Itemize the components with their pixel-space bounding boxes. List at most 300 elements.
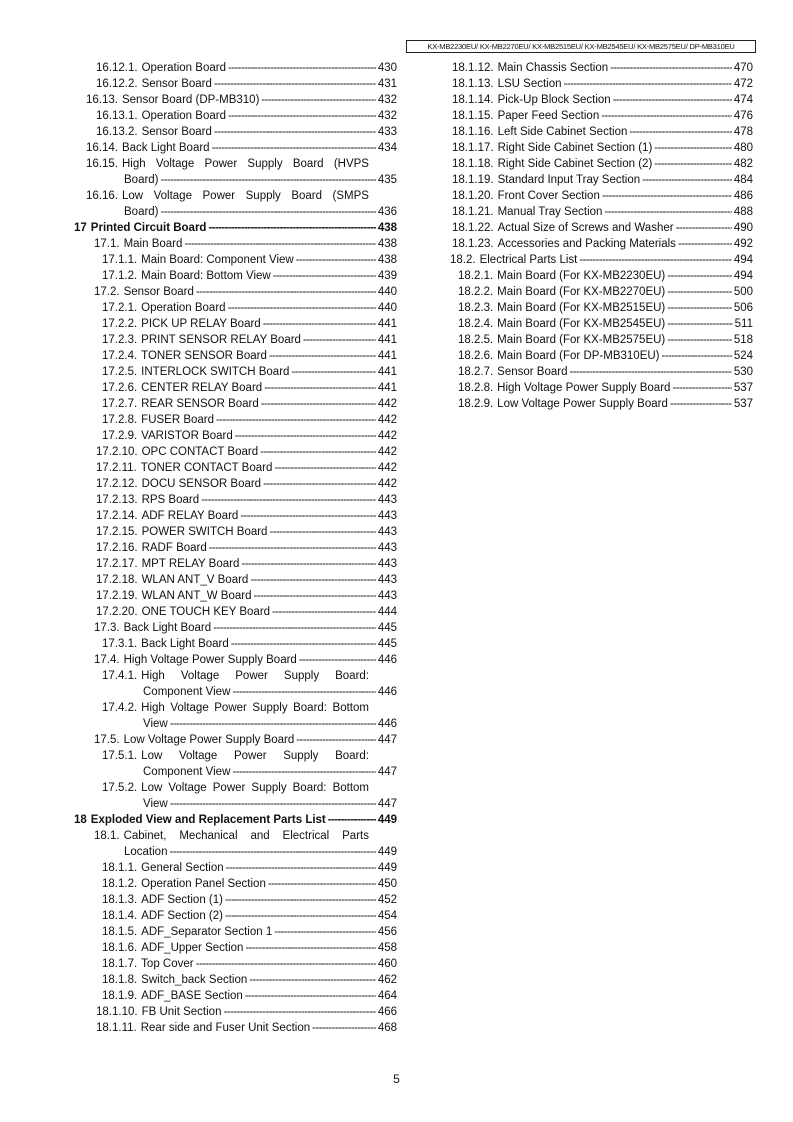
toc-entry-title: Main Board: Component View — [141, 254, 294, 266]
toc-entry[interactable] — [450, 316, 753, 332]
dot-leader — [296, 252, 376, 268]
toc-entry-page: 442 — [377, 414, 397, 426]
toc-entry[interactable] — [72, 220, 397, 236]
toc-entry-number: 18.2.7. — [458, 366, 494, 378]
toc-entry-number: 18.2.9. — [458, 398, 494, 410]
toc-entry-page: 438 — [377, 254, 397, 266]
toc-entry-title: ONE TOUCH KEY Board — [141, 606, 271, 618]
toc-entry[interactable] — [450, 220, 753, 236]
toc-entry-title: Low Voltage Power Supply Board — [497, 398, 668, 410]
toc-entry[interactable] — [72, 476, 397, 492]
toc-entry[interactable] — [450, 268, 753, 284]
dot-leader — [245, 940, 375, 956]
toc-entry-title: Main Board (For KX-MB2575EU) — [497, 334, 666, 346]
toc-entry-title: Low Voltage Power Supply Board (SMPS — [121, 190, 369, 202]
toc-entry[interactable] — [450, 108, 753, 124]
toc-entry[interactable] — [72, 140, 397, 156]
toc-entry[interactable] — [72, 156, 397, 188]
toc-entry[interactable] — [450, 188, 753, 204]
toc-entry[interactable] — [72, 668, 397, 700]
toc-entry-title: Manual Tray Section — [497, 206, 603, 218]
toc-entry-number: 18.1.7. — [102, 958, 138, 970]
toc-entry-title: LSU Section — [497, 78, 562, 90]
toc-entry-line — [72, 716, 397, 732]
toc-entry[interactable] — [72, 124, 397, 140]
toc-entry-line — [72, 188, 397, 204]
toc-entry-number: 18.1.5. — [102, 926, 138, 938]
toc-entry[interactable] — [450, 156, 753, 172]
toc-entry[interactable] — [450, 76, 753, 92]
toc-entry-title: ADF Section (2) — [141, 910, 223, 922]
dot-leader — [610, 60, 732, 76]
toc-entry-title: TONER SENSOR Board — [141, 350, 267, 362]
toc-entry[interactable] — [72, 412, 397, 428]
toc-entry-page: 506 — [733, 302, 753, 314]
dot-leader — [260, 444, 376, 460]
dot-leader — [170, 716, 376, 732]
toc-entry-title: Back Light Board — [121, 142, 210, 154]
toc-entry-page: 445 — [377, 622, 397, 634]
toc-entry-title: Cabinet, Mechanical and Electrical Parts — [123, 830, 369, 842]
toc-entry-title-continued: Component View — [143, 766, 231, 778]
toc-entry-number: 17.2.10. — [96, 446, 138, 458]
toc-entry-title: Top Cover — [141, 958, 194, 970]
toc-entry[interactable] — [72, 524, 397, 540]
toc-entry-page: 432 — [377, 110, 397, 122]
toc-entry-page: 464 — [377, 990, 397, 1002]
dot-leader — [208, 220, 375, 236]
dot-leader — [241, 556, 375, 572]
toc-entry-number: 18.2.3. — [458, 302, 494, 314]
toc-entry[interactable] — [72, 332, 397, 348]
dot-leader — [667, 284, 732, 300]
dot-leader — [212, 140, 376, 156]
toc-entry-title: REAR SENSOR Board — [141, 398, 259, 410]
toc-entry[interactable] — [450, 284, 753, 300]
toc-entry-number: 17.2.1. — [102, 302, 138, 314]
toc-entry-line — [72, 204, 397, 220]
toc-entry-title-continued: Board) — [124, 174, 159, 186]
toc-entry-number: 17.1. — [94, 238, 120, 250]
toc-entry[interactable] — [450, 124, 753, 140]
toc-entry-page: 460 — [377, 958, 397, 970]
toc-entry-line — [72, 700, 397, 716]
toc-entry-title: Accessories and Packing Materials — [497, 238, 676, 250]
toc-entry-page: 518 — [733, 334, 753, 346]
toc-entry-title: Sensor Board — [497, 366, 568, 378]
toc-entry[interactable] — [72, 956, 397, 972]
toc-entry-title: ADF_Separator Section 1 — [141, 926, 273, 938]
toc-entry-page: 443 — [377, 510, 397, 522]
toc-entry-page: 444 — [377, 606, 397, 618]
toc-entry-page: 436 — [377, 206, 397, 218]
toc-entry-title: Back Light Board — [141, 638, 229, 650]
toc-entry-title: Printed Circuit Board — [90, 222, 207, 234]
toc-entry-page: 438 — [377, 222, 397, 234]
toc-entry-line — [72, 780, 397, 796]
toc-entry-page: 449 — [377, 846, 397, 858]
toc-entry[interactable] — [72, 620, 397, 636]
toc-entry-number: 17.4. — [94, 654, 120, 666]
toc-entry-page: 478 — [733, 126, 753, 138]
toc-entry[interactable] — [450, 140, 753, 156]
toc-entry[interactable] — [72, 588, 397, 604]
toc-entry-page: 488 — [733, 206, 753, 218]
toc-entry-number: 18.2.8. — [458, 382, 494, 394]
toc-entry-page: 443 — [377, 526, 397, 538]
toc-entry[interactable] — [450, 364, 753, 380]
dot-leader — [312, 1020, 376, 1036]
toc-entry-number: 18.1.2. — [102, 878, 138, 890]
toc-entry-number: 17.1.1. — [102, 254, 138, 266]
toc-entry-page: 537 — [733, 382, 753, 394]
dot-leader — [263, 316, 376, 332]
toc-entry[interactable] — [72, 556, 397, 572]
toc-entry-title: VARISTOR Board — [141, 430, 233, 442]
toc-entry-line — [72, 156, 397, 172]
toc-entry[interactable] — [72, 108, 397, 124]
toc-entry-page: 434 — [377, 142, 397, 154]
toc-entry-title: Operation Board — [141, 302, 226, 314]
toc-entry-title: Sensor Board — [123, 286, 194, 298]
toc-entry-page: 440 — [377, 286, 397, 298]
toc-entry[interactable] — [450, 172, 753, 188]
toc-entry-page: 430 — [377, 62, 397, 74]
toc-entry[interactable] — [450, 300, 753, 316]
toc-entry[interactable] — [72, 92, 397, 108]
toc-entry-title: Main Board (For DP-MB310EU) — [497, 350, 660, 362]
toc-entry-number: 17.1.2. — [102, 270, 138, 282]
toc-entry[interactable] — [72, 1020, 397, 1036]
toc-entry-page: 537 — [733, 398, 753, 410]
toc-entry[interactable] — [72, 492, 397, 508]
toc-entry[interactable] — [72, 188, 397, 220]
toc-entry-title: INTERLOCK SWITCH Board — [141, 366, 290, 378]
toc-entry-number: 17.2.6. — [102, 382, 138, 394]
toc-entry-title-continued: Board) — [124, 206, 159, 218]
toc-entry-title: Main Board (For KX-MB2270EU) — [497, 286, 666, 298]
toc-entry[interactable] — [72, 908, 397, 924]
toc-entry-title: Sensor Board (DP-MB310) — [121, 94, 260, 106]
toc-entry[interactable] — [450, 348, 753, 364]
toc-entry[interactable] — [450, 332, 753, 348]
toc-entry-number: 18.2.5. — [458, 334, 494, 346]
dot-leader — [667, 300, 732, 316]
dot-leader — [161, 172, 376, 188]
toc-entry-number: 18.1.13. — [452, 78, 494, 90]
toc-entry-page: 443 — [377, 542, 397, 554]
toc-entry-page: 494 — [733, 270, 753, 282]
toc-entry-number: 17.2.14. — [96, 510, 138, 522]
toc-entry-number: 16.13. — [86, 94, 118, 106]
toc-entry-page: 511 — [734, 318, 753, 330]
toc-entry-number: 18.1.14. — [452, 94, 494, 106]
dot-leader — [170, 796, 376, 812]
toc-entry-number: 18.1.18. — [452, 158, 494, 170]
toc-entry[interactable] — [450, 92, 753, 108]
dot-leader — [274, 924, 376, 940]
toc-entry-number: 18.1.8. — [102, 974, 138, 986]
dot-leader — [604, 204, 731, 220]
dot-leader — [213, 620, 376, 636]
toc-entry-title: MPT RELAY Board — [141, 558, 240, 570]
toc-entry-title: TONER CONTACT Board — [140, 462, 273, 474]
toc-entry[interactable] — [72, 828, 397, 860]
toc-entry-title: Actual Size of Screws and Washer — [497, 222, 674, 234]
toc-entry[interactable] — [450, 396, 753, 412]
toc-entry[interactable] — [72, 572, 397, 588]
toc-entry-title: Operation Board — [141, 110, 226, 122]
toc-entry-title: Exploded View and Replacement Parts List — [90, 814, 326, 826]
toc-entry-number: 18.1.6. — [102, 942, 138, 954]
toc-entry-page: 449 — [377, 814, 397, 826]
dot-leader — [235, 428, 376, 444]
toc-entry[interactable] — [72, 348, 397, 364]
toc-entry[interactable] — [72, 444, 397, 460]
toc-entry-title: Low Voltage Power Supply Board: Bottom — [141, 782, 369, 794]
toc-entry-title: Electrical Parts List — [479, 254, 578, 266]
dot-leader — [225, 908, 376, 924]
toc-entry-title: Operation Board — [141, 62, 226, 74]
toc-entry-page: 480 — [733, 142, 753, 154]
toc-entry-title: Right Side Cabinet Section (1) — [497, 142, 653, 154]
toc-entry[interactable] — [72, 76, 397, 92]
dot-leader — [291, 364, 375, 380]
toc-entry[interactable] — [72, 300, 397, 316]
toc-entry-page: 443 — [377, 558, 397, 570]
toc-entry[interactable] — [72, 924, 397, 940]
toc-entry[interactable] — [72, 700, 397, 732]
dot-leader — [299, 652, 376, 668]
toc-entry[interactable] — [72, 604, 397, 620]
toc-entry-title: General Section — [141, 862, 224, 874]
toc-entry-number: 17.5.1. — [102, 750, 138, 762]
toc-entry[interactable] — [72, 380, 397, 396]
toc-entry-title: High Voltage Power Supply Board — [497, 382, 671, 394]
dot-leader — [570, 364, 732, 380]
toc-entry-title-continued: View — [143, 798, 168, 810]
toc-entry-title: PICK UP RELAY Board — [141, 318, 261, 330]
toc-entry-page: 433 — [377, 126, 397, 138]
toc-entry[interactable] — [72, 428, 397, 444]
toc-entry-page: 447 — [377, 766, 397, 778]
toc-entry[interactable] — [72, 364, 397, 380]
toc-entry[interactable] — [72, 316, 397, 332]
toc-entry-page: 484 — [733, 174, 753, 186]
dot-leader — [201, 492, 376, 508]
dot-leader — [228, 60, 376, 76]
toc-entry[interactable] — [72, 60, 397, 76]
toc-entry[interactable] — [72, 236, 397, 252]
toc-entry-page: 468 — [377, 1022, 397, 1034]
toc-entry[interactable] — [72, 252, 397, 268]
toc-entry-number: 17.2.13. — [96, 494, 138, 506]
toc-entry-page: 443 — [377, 590, 397, 602]
dot-leader — [642, 172, 732, 188]
toc-entry-page: 441 — [377, 382, 397, 394]
toc-entry[interactable] — [72, 540, 397, 556]
toc-entry-number: 17.5. — [94, 734, 120, 746]
toc-entry[interactable] — [72, 860, 397, 876]
toc-entry[interactable] — [72, 508, 397, 524]
toc-entry-page: 466 — [377, 1006, 397, 1018]
toc-entry-title: ADF_Upper Section — [141, 942, 244, 954]
toc-entry-page: 456 — [377, 926, 397, 938]
dot-leader — [564, 76, 732, 92]
toc-entry[interactable] — [72, 396, 397, 412]
dot-leader — [602, 188, 732, 204]
toc-entry-title: Right Side Cabinet Section (2) — [497, 158, 653, 170]
toc-entry[interactable] — [72, 876, 397, 892]
toc-entry-number: 18.1.20. — [452, 190, 494, 202]
toc-entry-number: 18.1.19. — [452, 174, 494, 186]
page-number: 5 — [393, 1072, 400, 1086]
dot-leader — [676, 220, 732, 236]
toc-entry-title: ADF_BASE Section — [141, 990, 243, 1002]
toc-entry[interactable] — [72, 460, 397, 476]
toc-entry-number: 17.3.1. — [102, 638, 138, 650]
toc-entry-page: 443 — [377, 494, 397, 506]
toc-entry-number: 17.2.7. — [102, 398, 138, 410]
toc-entry-title: Low Voltage Power Supply Board — [123, 734, 295, 746]
dot-leader — [231, 636, 376, 652]
toc-entry[interactable] — [450, 204, 753, 220]
toc-entry-line — [72, 844, 397, 860]
toc-entry-title: Main Chassis Section — [497, 62, 609, 74]
toc-entry-title: Sensor Board — [141, 126, 212, 138]
toc-entry-number: 18.1.10. — [96, 1006, 138, 1018]
toc-entry[interactable] — [72, 284, 397, 300]
toc-entry-page: 494 — [733, 254, 753, 266]
toc-entry[interactable] — [450, 252, 753, 268]
toc-entry-line — [72, 796, 397, 812]
dot-leader — [254, 588, 376, 604]
dot-leader — [269, 348, 376, 364]
toc-entry-number: 17.2.20. — [96, 606, 138, 618]
dot-leader — [263, 476, 376, 492]
toc-entry-number: 18.1.23. — [452, 238, 494, 250]
dot-leader — [261, 92, 375, 108]
dot-leader — [272, 604, 376, 620]
dot-leader — [328, 812, 376, 828]
dot-leader — [667, 316, 732, 332]
toc-entry-number: 18.1. — [94, 830, 120, 842]
toc-entry-number: 17.4.1. — [102, 670, 138, 682]
toc-entry-title: Rear side and Fuser Unit Section — [140, 1022, 311, 1034]
dot-leader — [654, 140, 732, 156]
toc-entry-number: 16.16. — [86, 190, 118, 202]
toc-entry-page: 435 — [377, 174, 397, 186]
toc-entry-title: Paper Feed Section — [497, 110, 600, 122]
toc-entry-number: 17.2.5. — [102, 366, 138, 378]
toc-entry-page: 440 — [377, 302, 397, 314]
toc-entry[interactable] — [72, 972, 397, 988]
toc-entry-page: 447 — [377, 798, 397, 810]
toc-entry-title: High Voltage Power Supply Board: Bottom — [141, 702, 369, 714]
toc-entry[interactable] — [72, 732, 397, 748]
toc-entry[interactable] — [72, 892, 397, 908]
toc-entry-page: 442 — [377, 478, 397, 490]
toc-entry[interactable] — [450, 380, 753, 396]
dot-leader — [667, 268, 732, 284]
dot-leader — [249, 972, 376, 988]
toc-entry[interactable] — [72, 748, 397, 780]
toc-entry[interactable] — [450, 60, 753, 76]
toc-entry-number: 17.5.2. — [102, 782, 138, 794]
toc-entry-number: 16.13.2. — [96, 126, 138, 138]
toc-entry[interactable] — [72, 268, 397, 284]
toc-entry-number: 16.13.1. — [96, 110, 138, 122]
toc-entry-title: Front Cover Section — [497, 190, 600, 202]
toc-entry[interactable] — [450, 236, 753, 252]
toc-entry-title-continued: View — [143, 718, 168, 730]
dot-leader — [169, 844, 375, 860]
dot-leader — [226, 860, 376, 876]
toc-entry[interactable] — [72, 652, 397, 668]
toc-entry-title: FUSER Board — [141, 414, 215, 426]
toc-entry-title: Switch_back Section — [141, 974, 248, 986]
toc-entry[interactable] — [72, 988, 397, 1004]
toc-entry[interactable] — [72, 940, 397, 956]
dot-leader — [196, 284, 376, 300]
toc-entry-number: 18.1.21. — [452, 206, 494, 218]
toc-entry[interactable] — [72, 636, 397, 652]
toc-entry-number: 18.1.11. — [96, 1022, 137, 1034]
toc-entry-page: 449 — [377, 862, 397, 874]
toc-entry-page: 476 — [733, 110, 753, 122]
toc-entry[interactable] — [72, 812, 397, 828]
toc-entry-page: 458 — [377, 942, 397, 954]
toc-entry-number: 17.2.18. — [96, 574, 138, 586]
toc-entry-title: Main Board (For KX-MB2230EU) — [497, 270, 666, 282]
toc-entry-line — [72, 764, 397, 780]
toc-entry-page: 442 — [377, 430, 397, 442]
toc-entry-title: Operation Panel Section — [141, 878, 266, 890]
dot-leader — [268, 876, 376, 892]
dot-leader — [662, 348, 732, 364]
toc-entry-title: ADF Section (1) — [141, 894, 223, 906]
toc-entry-title: POWER SWITCH Board — [141, 526, 268, 538]
toc-entry-title: Pick-Up Block Section — [497, 94, 611, 106]
toc-entry-page: 432 — [377, 94, 397, 106]
toc-entry-number: 16.12.2. — [96, 78, 138, 90]
toc-entry-page: 441 — [377, 334, 397, 346]
toc-entry-title: High Voltage Power Supply Board (HVPS — [121, 158, 369, 170]
toc-entry-number: 17.3. — [94, 622, 120, 634]
dot-leader — [240, 508, 376, 524]
toc-entry-number: 16.14. — [86, 142, 118, 154]
toc-entry-number: 18 — [74, 814, 87, 826]
dot-leader — [225, 892, 376, 908]
toc-entry-page: 443 — [377, 574, 397, 586]
toc-entry-number: 18.1.3. — [102, 894, 138, 906]
toc-entry-number: 18.2.6. — [458, 350, 494, 362]
dot-leader — [214, 124, 376, 140]
toc-entry-page: 442 — [377, 446, 397, 458]
toc-entry-line — [72, 828, 397, 844]
dot-leader — [667, 332, 732, 348]
toc-entry-page: 454 — [377, 910, 397, 922]
toc-entry-page: 431 — [377, 78, 397, 90]
toc-entry-number: 16.15. — [86, 158, 118, 170]
toc-entry-page: 442 — [377, 398, 397, 410]
dot-leader — [245, 988, 376, 1004]
toc-entry-number: 18.2.4. — [458, 318, 494, 330]
toc-entry[interactable] — [72, 780, 397, 812]
toc-entry-page: 446 — [377, 718, 397, 730]
toc-entry-page: 492 — [733, 238, 753, 250]
toc-entry[interactable] — [72, 1004, 397, 1020]
